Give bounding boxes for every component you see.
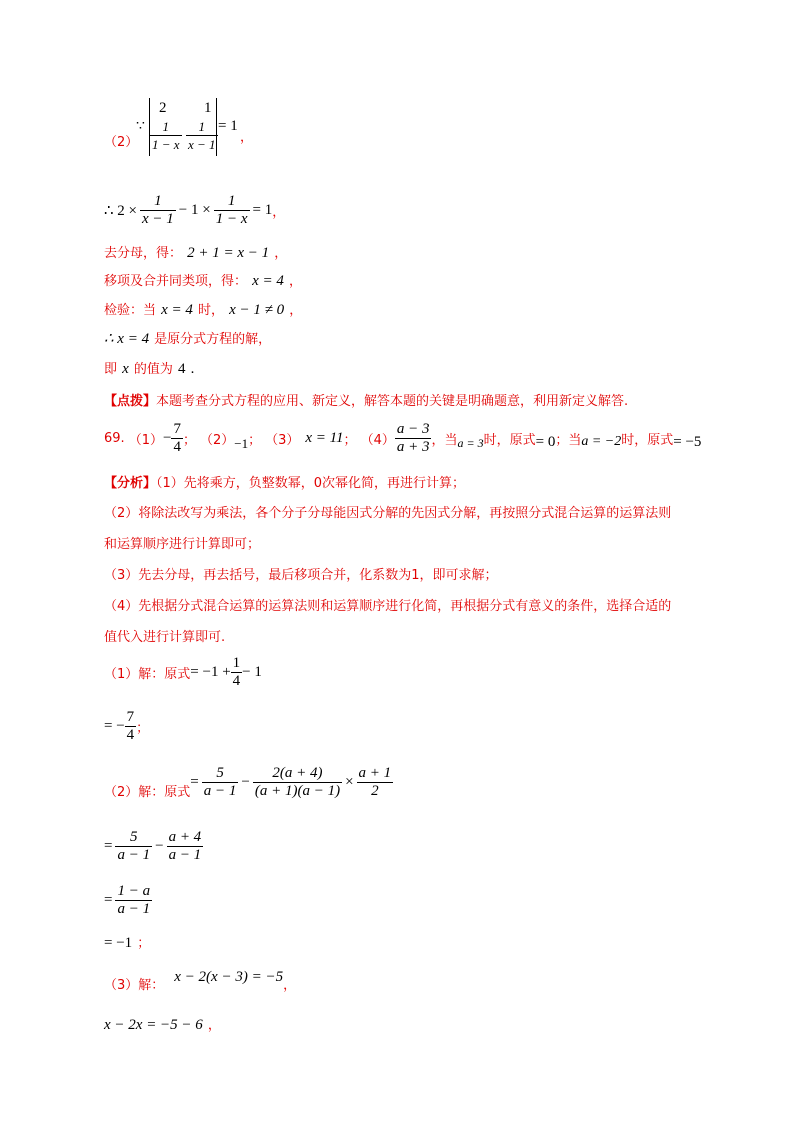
step1-label: 去分母，得： <box>104 246 183 261</box>
sol1-den: 4 <box>232 672 241 689</box>
step-check <box>104 299 302 319</box>
step3-math2: x − 1 ≠ 0 <box>229 302 285 318</box>
sol2-f2-num: 2(a + 4) <box>253 765 342 783</box>
sol2-f3-den: 2 <box>371 782 379 799</box>
q69-a1-num: 7 <box>173 420 181 437</box>
sol1-result-prefix: = − <box>104 717 125 734</box>
analysis-p3: （3）先去分母，再去括号，最后移项合并，化系数为1，即可求解； <box>104 568 498 583</box>
sol1-expr-a: = −1 + <box>190 663 231 680</box>
therefore-equation <box>104 190 285 230</box>
step5-math2: 4 <box>177 361 186 377</box>
det-d-denominator: x − 1 <box>188 137 216 152</box>
step-combine <box>104 270 302 290</box>
sol3-label: （3）解： <box>104 977 165 993</box>
solution-1-line1 <box>104 652 262 692</box>
step4-math: ∴ x = 4 <box>104 331 150 347</box>
sol1-result-end: ； <box>136 720 150 736</box>
fraction-1 <box>140 193 176 228</box>
sol1-fraction <box>231 655 243 690</box>
sol3-eq1-end: ， <box>283 977 297 993</box>
det-d-numerator: 1 <box>186 118 218 136</box>
det-entry-b: 1 <box>204 100 212 116</box>
solution-2-line4 <box>104 932 150 952</box>
q69-answers <box>104 418 701 458</box>
det-c-denominator: 1 − x <box>152 137 180 152</box>
sol1-label: （1）解：原式 <box>104 666 191 682</box>
q69-sep3: ； <box>343 432 357 448</box>
q69-a3-value: x = 11 <box>305 429 344 446</box>
q69-a4-text2: 时，原式 <box>483 432 536 448</box>
fraction-2-num: 1 <box>214 193 250 211</box>
step3-mid: 时， <box>197 303 224 318</box>
analysis-p1 <box>104 472 465 491</box>
sol3-eq1: x − 2(x − 3) = −5 <box>174 968 284 985</box>
sol2-l3-fraction <box>115 883 152 918</box>
solution-2-line2 <box>104 826 206 866</box>
det-entry-d <box>186 118 218 153</box>
step-answer <box>104 358 194 378</box>
q69-a4-num: a − 3 <box>396 420 430 437</box>
sol2-l2-f2-num: a + 4 <box>168 828 202 845</box>
sol1-result-den: 4 <box>126 726 135 743</box>
step5-math1: x <box>122 361 129 377</box>
therefore-mid: − 1 × <box>178 201 211 218</box>
dianbo-text: 本题考查分式方程的应用、新定义，解答本题的关键是明确题意，利用新定义解答. <box>156 394 629 409</box>
sol2-l3-eq: = <box>104 891 113 908</box>
q69-a1-sign: − <box>162 429 172 446</box>
sol2-l3-num: 1 − a <box>117 882 151 899</box>
q69-a4-cond2: a = −2 <box>581 434 622 449</box>
sol2-eq: = <box>190 773 199 790</box>
q69-a4-cond1: a = 3 <box>457 435 484 450</box>
det-entry-a: 2 <box>159 100 167 116</box>
step-denominator <box>104 242 287 262</box>
sol2-f3-num: a + 1 <box>358 764 392 781</box>
q69-a2-label: （2） <box>199 432 235 448</box>
sol2-l3-den: a − 1 <box>117 900 151 917</box>
step2-end: ， <box>288 274 302 289</box>
sol1-result-num: 7 <box>126 708 135 725</box>
step-conclusion <box>104 328 271 348</box>
step3-math1: x = 4 <box>161 302 193 318</box>
analysis-p2a: （2）将除法改写为乘法，各个分子分母能因式分解的先因式分解，再按照分式混合运算的运算法则 <box>104 506 672 521</box>
sol2-label: （2）解：原式 <box>104 784 191 800</box>
dianbo-tag: 【点拨】 <box>104 394 157 409</box>
therefore-prefix: ∴ 2 × <box>104 202 138 219</box>
solution-1-result <box>104 706 149 746</box>
sol2-fraction-1 <box>202 765 239 800</box>
q69-a1-fraction <box>171 421 183 456</box>
sol2-f2-den: (a + 1)(a − 1) <box>254 782 341 799</box>
det-result: = 1 <box>218 118 238 134</box>
therefore-suffix: = 1 <box>252 201 273 218</box>
q69-a1-den: 4 <box>173 438 181 455</box>
sol2-l2-fraction-1 <box>115 829 152 864</box>
q69-a4-val2: = −5 <box>673 433 702 450</box>
step1-end: ， <box>274 246 288 261</box>
det-c-numerator: 1 <box>150 118 182 136</box>
q69-a4-text4: 时，原式 <box>621 432 674 448</box>
q69-a3-label: （3） <box>265 432 300 448</box>
solution-3-line2 <box>104 1014 221 1034</box>
sol2-l2-eq: = <box>104 837 113 854</box>
sol2-l4-value: = −1 <box>104 935 133 951</box>
step2-math: x = 4 <box>252 273 284 289</box>
sol2-l2-f1-num: 5 <box>115 829 152 847</box>
q69-a4-fraction <box>395 421 432 456</box>
sol2-f1-den: a − 1 <box>203 782 237 799</box>
analysis-tag: 【分析】 <box>104 476 157 491</box>
q69-number: 69. <box>104 430 125 446</box>
sol2-f1-num: 5 <box>202 765 239 783</box>
q69-sep2: ； <box>248 432 262 448</box>
fraction-2-den: 1 − x <box>215 210 248 227</box>
analysis-p2b: 和运算顺序进行计算即可； <box>104 537 261 552</box>
analysis-p4a: （4）先根据分式混合运算的运算法则和运算顺序进行化简，再根据分式有意义的条件，选择合适的 <box>104 599 672 614</box>
sol1-expr-b: − 1 <box>242 663 262 680</box>
step3-end: ， <box>289 303 303 318</box>
det-comma: ， <box>240 130 254 145</box>
solution-2-line3 <box>104 880 155 920</box>
sol2-l2-fraction-2 <box>167 829 204 864</box>
solution-2-line1 <box>104 760 396 804</box>
sol3-eq2-end: ， <box>207 1018 221 1033</box>
step5-text1: 即 <box>104 362 118 377</box>
fraction-1-num: 1 <box>140 193 176 211</box>
sol2-l2-f1-den: a − 1 <box>117 846 151 863</box>
analysis-p1-text: （1）先将乘方，负整数幂，0次幂化简，再进行计算； <box>156 476 466 491</box>
sol2-minus: − <box>241 773 250 790</box>
fraction-1-den: x − 1 <box>142 210 174 227</box>
step2-label: 移项及合并同类项，得： <box>104 274 248 289</box>
dianbo-paragraph <box>104 390 628 409</box>
step5-text2: 的值为 <box>133 362 173 377</box>
sol2-times: × <box>345 773 354 790</box>
part-label: （2） <box>104 135 139 150</box>
step4-text: 是原分式方程的解， <box>154 332 272 347</box>
q69-a4-text1: ，当 <box>431 432 458 448</box>
since-symbol: ∵ <box>136 119 145 134</box>
q69-a4-text3: ；当 <box>555 432 582 448</box>
sol2-l2-f2-den: a − 1 <box>168 846 202 863</box>
sol2-fraction-3 <box>357 765 394 800</box>
sol1-result-fraction <box>125 709 137 744</box>
q69-a4-label: （4） <box>360 432 395 448</box>
q69-sep1: ； <box>182 432 196 448</box>
q69-a2-value: −1 <box>234 436 249 451</box>
q69-a4-val1: = 0 <box>535 433 556 450</box>
sol3-eq2: x − 2x = −5 − 6 <box>104 1017 203 1033</box>
sol2-fraction-2 <box>253 765 342 800</box>
solution-3-line1 <box>104 962 296 992</box>
therefore-comma: ， <box>272 204 286 220</box>
q69-a4-den: a + 3 <box>396 438 430 455</box>
fraction-2 <box>214 193 250 228</box>
step5-end: . <box>190 361 195 377</box>
sol2-l2-minus: − <box>155 837 164 854</box>
q69-a1-label: （1） <box>128 432 163 448</box>
det-entry-c <box>150 118 182 153</box>
step1-math: 2 + 1 = x − 1 <box>187 245 270 261</box>
sol1-num: 1 <box>232 654 241 671</box>
analysis-p4b: 值代入进行计算即可. <box>104 630 226 645</box>
sol2-l4-end: ； <box>137 936 151 951</box>
step3-label: 检验：当 <box>104 303 157 318</box>
